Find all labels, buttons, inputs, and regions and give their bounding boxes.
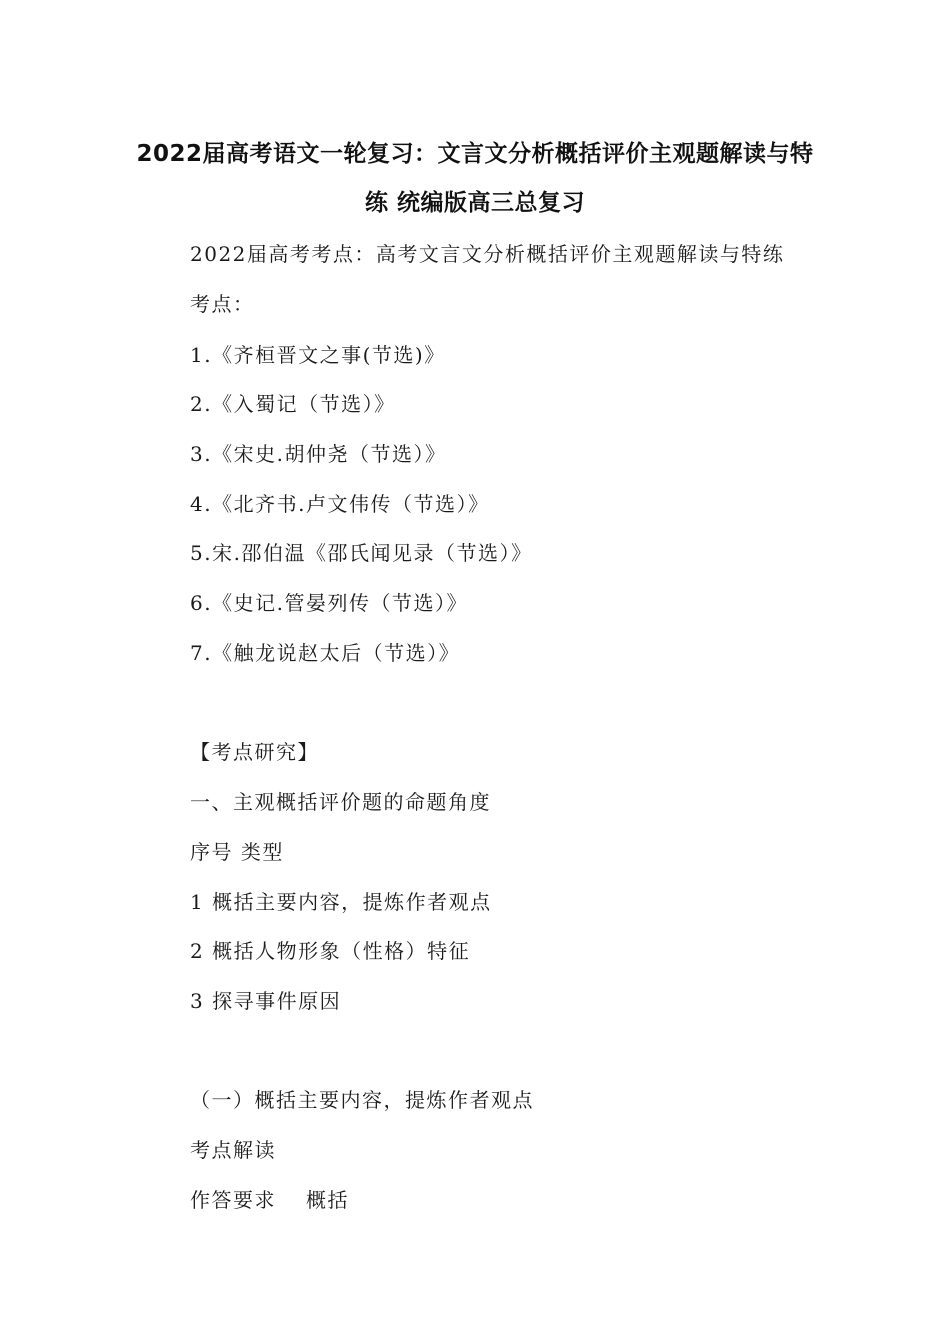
table-row-1: 1 概括主要内容，提炼作者观点	[190, 890, 492, 914]
kaodian-jiedu-label: 考点解读	[190, 1138, 276, 1162]
kaodian-item-4: 4.《北齐书.卢文伟传（节选）》	[190, 492, 490, 516]
answer-requirement-label: 作答要求	[190, 1188, 276, 1212]
kaodian-item-2: 2.《入蜀记（节选）》	[190, 392, 396, 416]
intro-heading: 2022届高考考点：高考文言文分析概括评价主观题解读与特练	[190, 242, 785, 266]
answer-requirement-value: 概括	[306, 1188, 349, 1212]
table-header: 序号 类型	[190, 840, 284, 864]
answer-requirement-row	[190, 1184, 349, 1213]
research-heading: 【考点研究】	[190, 740, 319, 764]
kaodian-item-3: 3.《宋史.胡仲尧（节选）》	[190, 442, 447, 466]
document-title-line-2: 练 统编版高三总复习	[364, 190, 585, 216]
kaodian-item-1: 1.《齐桓晋文之事(节选)》	[190, 343, 446, 367]
table-row-2: 2 概括人物形象（性格）特征	[190, 939, 471, 963]
kaodian-label: 考点：	[190, 292, 255, 316]
kaodian-item-5: 5.宋.邵伯温《邵氏闻见录（节选）》	[190, 541, 533, 565]
section-heading-1: 一、主观概括评价题的命题角度	[190, 790, 491, 814]
kaodian-item-6: 6.《史记.管晏列传（节选）》	[190, 591, 468, 615]
kaodian-item-7: 7.《触龙说赵太后（节选）》	[190, 641, 461, 665]
table-row-3: 3 探寻事件原因	[190, 989, 342, 1013]
document-title-line-1: 2022届高考语文一轮复习：文言文分析概括评价主观题解读与特	[136, 141, 814, 167]
subsection-heading: （一）概括主要内容，提炼作者观点	[190, 1088, 534, 1112]
